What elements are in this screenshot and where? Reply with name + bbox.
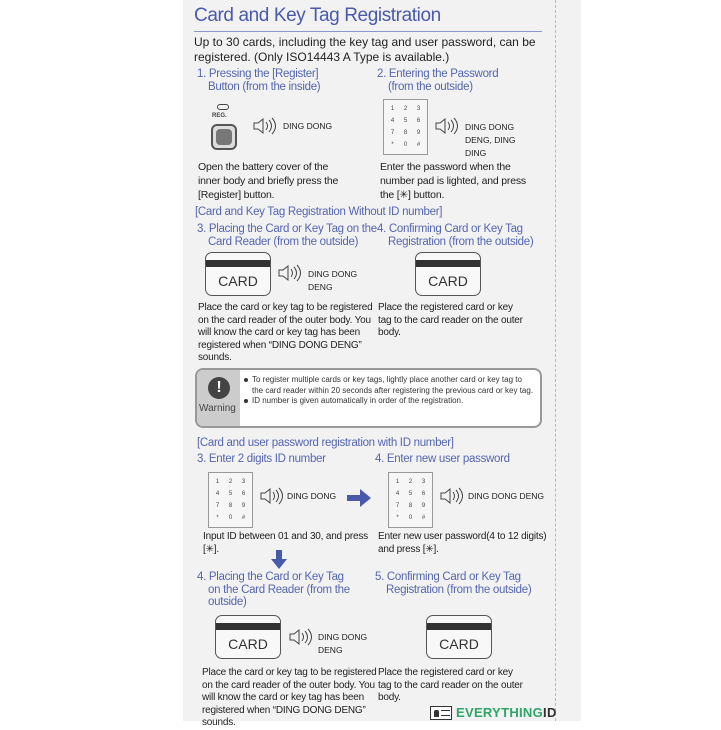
keypad-key: 7: [215, 503, 220, 509]
step5-heading: [375, 571, 531, 596]
keypad-key: 6: [241, 491, 246, 497]
sound-text: DING DONG DENG, DING DING: [465, 122, 516, 158]
keypad-key: 5: [403, 118, 408, 124]
keypad-key: 8: [403, 130, 408, 136]
keypad-key: 5: [228, 491, 233, 497]
step2-description: Enter the password when the number pad is lighted, and press the [✳] button.: [380, 161, 526, 201]
step3-heading: [197, 223, 377, 248]
keypad-key: 9: [421, 503, 426, 509]
card-label: CARD: [428, 273, 468, 289]
heading-line: Card Reader (from the outside): [208, 235, 359, 248]
heading-line: 3. Placing the Card or Key Tag on the: [197, 223, 377, 235]
step1-description: Open the battery cover of the inner body and briefly press the [Register] button.: [198, 161, 339, 201]
keypad-key: 9: [416, 130, 421, 136]
step2-heading-line2: (from the outside): [388, 80, 473, 93]
step2-heading: [377, 68, 498, 93]
card-icon: [205, 252, 271, 296]
logo-text: EVERYTHING: [456, 705, 544, 720]
heading-line: Registration (from the outside): [388, 235, 534, 248]
keypad-key: 0: [403, 142, 408, 148]
step3-id-description: Input ID between 01 and 30, and press [✳].: [203, 531, 368, 555]
section-heading-without-id: [Card and Key Tag Registration Without ID number]: [195, 206, 443, 218]
keypad-key: 7: [395, 503, 400, 509]
keypad-key: 5: [408, 491, 413, 497]
intro-text: Up to 30 cards, including the key tag and user password, can be registered. (Only ISO14443 A Type is available.): [194, 35, 536, 64]
heading-line: 5. Confirming Card or Key Tag: [375, 571, 521, 583]
warning-item: ID number is given automatically in order of the registration.: [244, 396, 534, 407]
heading-line: outside): [208, 596, 247, 608]
arrow-down-icon: [271, 550, 287, 569]
heading-line: 4. Placing the Card or Key Tag: [197, 571, 344, 583]
step4-password-heading: 4. Enter new user password: [375, 453, 510, 465]
warning-icon: !: [208, 377, 230, 399]
card-label: CARD: [228, 636, 268, 652]
keypad-key: 2: [408, 479, 413, 485]
step2-heading-line1: 2. Entering the Password: [377, 68, 499, 80]
keypad-key: 1: [395, 479, 400, 485]
keypad-key: #: [241, 515, 246, 521]
keypad: [388, 472, 433, 528]
step4-password-description: Enter new user password(4 to 12 digits) and press [✳].: [378, 531, 547, 555]
section-heading-with-id: [Card and user password registration with ID number]: [197, 437, 454, 449]
title-divider: [194, 31, 542, 32]
speaker-icon: [434, 117, 460, 135]
register-button-icon: [210, 104, 240, 152]
heading-line: Registration (from the outside): [386, 583, 532, 596]
card-icon: [215, 615, 281, 659]
heading-line: 4. Confirming Card or Key Tag: [377, 223, 523, 235]
keypad-key: #: [416, 142, 421, 148]
keypad-key: 8: [408, 503, 413, 509]
sound-text: DING DONG DENG: [318, 632, 368, 655]
card-icon: [426, 615, 492, 659]
sound-text: DING DONG DENG: [468, 491, 545, 501]
speaker-icon: [277, 264, 303, 282]
keypad-key: 0: [228, 515, 233, 521]
warning-item: To register multiple cards or key tags, lightly place another card or key tag to the card reader within 20 seconds after registering the previous card or key tag.: [244, 375, 534, 396]
warning-label: Warning: [199, 403, 236, 414]
keypad-key: *: [216, 515, 219, 521]
page-title: Card and Key Tag Registration: [194, 5, 441, 26]
everythingid-logo: [430, 705, 557, 720]
warning-list: [244, 375, 534, 407]
keypad-key: 4: [215, 491, 220, 497]
id-card-icon: [430, 706, 452, 720]
sound-text: DING DONG: [287, 491, 337, 501]
keypad-key: 2: [228, 479, 233, 485]
step5-description: Place the registered card or key tag to the card reader on the outer body.: [378, 667, 523, 703]
step4-card-description: Place the card or key tag to be registered on the card reader of the outer body. You will know the card or key tag has been registered when “DING DONG DENG” sounds.: [202, 667, 377, 728]
keypad-key: 3: [241, 479, 246, 485]
speaker-icon: [252, 117, 278, 135]
card-icon: [415, 252, 481, 296]
keypad-key: 3: [416, 106, 421, 112]
reg-label: REG.: [212, 113, 227, 119]
keypad: [383, 99, 428, 155]
keypad-key: #: [421, 515, 426, 521]
step1-heading: [197, 68, 320, 93]
step3-id-heading: 3. Enter 2 digits ID number: [197, 453, 326, 465]
step3-description: Place the card or key tag to be registered on the card reader of the outer body. You will know the card or key tag has been registered when “DING DONG DENG” sounds.: [198, 302, 373, 363]
sound-text: DING DONG: [283, 121, 333, 131]
keypad-key: 4: [395, 491, 400, 497]
speaker-icon: [439, 487, 465, 505]
keypad-key: 2: [403, 106, 408, 112]
keypad-key: *: [396, 515, 399, 521]
keypad-key: 7: [390, 130, 395, 136]
keypad-key: 8: [228, 503, 233, 509]
keypad-key: 6: [421, 491, 426, 497]
keypad-key: 9: [241, 503, 246, 509]
logo-text-id: ID: [543, 705, 557, 720]
card-label: CARD: [218, 273, 258, 289]
speaker-icon: [259, 487, 285, 505]
card-label: CARD: [439, 636, 479, 652]
keypad-key: *: [391, 142, 394, 148]
step1-heading-line1: 1. Pressing the [Register]: [197, 68, 319, 80]
keypad-key: 4: [390, 118, 395, 124]
keypad-key: 1: [390, 106, 395, 112]
step1-heading-line2: Button (from the inside): [208, 80, 321, 93]
step4-card-heading: [197, 571, 367, 609]
arrow-right-icon: [347, 489, 371, 507]
step4-description: Place the registered card or key tag to the card reader on the outer body.: [378, 302, 523, 338]
keypad: [208, 472, 253, 528]
sound-text: DING DONG DENG: [308, 269, 358, 292]
speaker-icon: [288, 628, 314, 646]
step4-heading: [377, 223, 533, 248]
warning-box: [195, 368, 542, 428]
keypad-key: 6: [416, 118, 421, 124]
keypad-key: 0: [408, 515, 413, 521]
keypad-key: 3: [421, 479, 426, 485]
page-fold-line: [555, 0, 556, 721]
heading-line: on the Card Reader (from the: [208, 583, 350, 596]
keypad-key: 1: [215, 479, 220, 485]
